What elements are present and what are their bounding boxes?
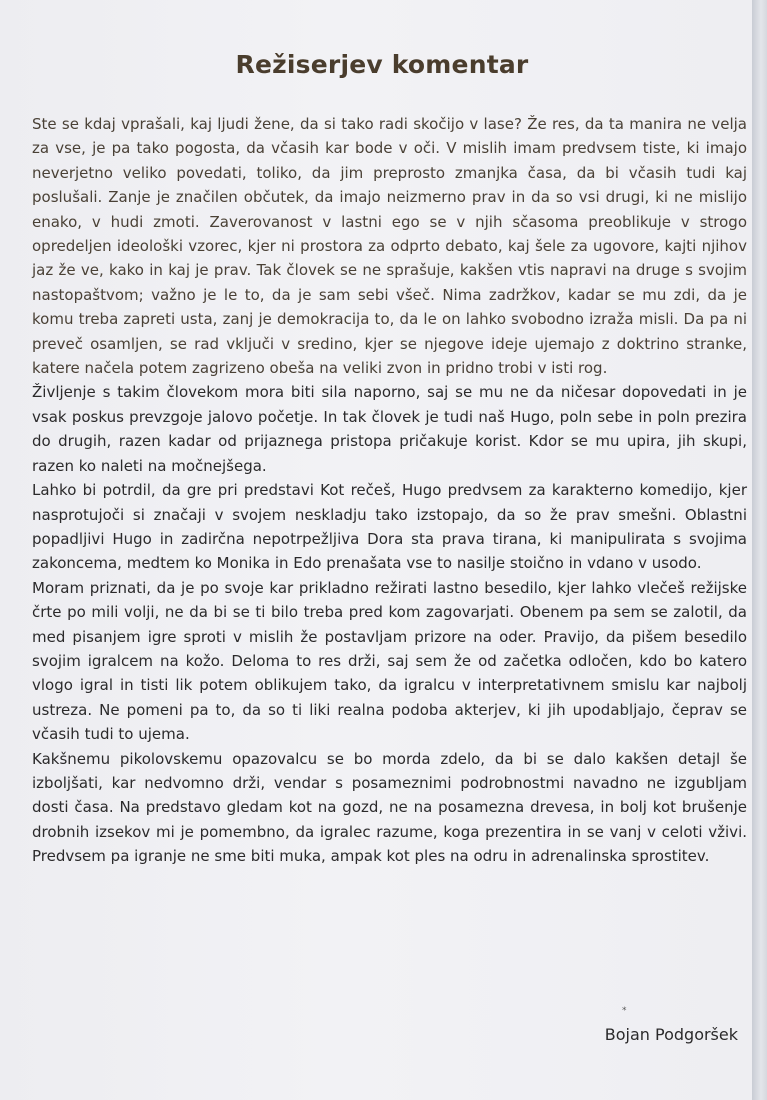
article-body bbox=[32, 112, 747, 869]
page-title: Režiserjev komentar bbox=[235, 50, 529, 79]
paragraph-5: Kakšnemu pikolovskemu opazovalcu se bo morda zdelo, da bi se dalo kakšen detajl še izboljšati, kar nedvomno drži, vendar s posameznimi podrobnostmi navadno ne izgubljam dosti časa. Na predstavo gledam kot na gozd, ne na posamezna drevesa, in bolj kot brušenje drobnih izsekov mi je pomembno, da igralec razume, koga prezentira in se vanj v celoti vživi. Predvsem pa igranje ne sme biti muka, ampak kot ples na odru in adrenalinska sprostitev. bbox=[32, 749, 747, 866]
paragraph-2: Življenje s takim človekom mora biti sila naporno, saj se mu ne da ničesar dopovedati in je vsak poskus prevzgoje jalovo početje. In tak človek je tudi naš Hugo, poln sebe in poln prezira do drugih, razen kadar od prijaznega pristopa pričakuje korist. Kdor se mu upira, jih skupi, razen ko naleti na močnejšega. bbox=[32, 383, 747, 475]
page-edge bbox=[752, 0, 767, 1100]
paragraph-3: Lahko bi potrdil, da gre pri predstavi Kot rečeš, Hugo predvsem za karakterno komedijo, kjer nasprotujoči si značaji v svojem neskladju tako izstopajo, da so že prav smešni. Oblastni popadljivi Hugo in zadirčna nepotrpežljiva Dora sta prava tirana, ki manipulirata s svojima zakoncema, medtem ko Monika in Edo prenašata vse to nasilje stoično in vdano v usodo. bbox=[32, 481, 747, 573]
paragraph-1: Ste se kdaj vprašali, kaj ljudi žene, da si tako radi skočijo v lase? Že res, da ta manira ne velja za vse, je pa tako pogosta, da včasih kar bode v oči. V mislih imam predvsem tiste, ki imajo neverjetno veliko povedati, toliko, da jim preprosto zmanjka časa, da bi včasih tudi kaj poslušali. Zanje je značilen občutek, da imajo neizmerno prav in da so vsi drugi, ki ne mislijo enako, v hudi zmoti. Zaverovanost v lastni ego se v njih sčasoma preoblikuje v strogo opredeljen ideološki vzorec, kjer ni prostora za odprto debato, kaj šele za ugovore, kajti njihov jaz že ve, kako in kaj je prav. Tak človek se ne sprašuje, kakšen vtis napravi na druge s svojim nastopaštvom; važno je le to, da je sam sebi všeč. Nima zadržkov, kadar se mu zdi, da je komu treba zapreti usta, zanj je demokracija to, da le on lahko svobodno izraža misli. Da pa ni preveč osamljen, se rad vključi v sredino, kjer se njegove ideje ujemajo z doktrino stranke, katere načela potem zagrizeno obeša na veliki zvon in pridno trobi v isti rog. bbox=[32, 115, 747, 378]
paragraph-4: Moram priznati, da je po svoje kar prikladno režirati lastno besedilo, kjer lahko vlečeš režijske črte po mili volji, ne da bi se ti bilo treba pred kom zagovarjati. Obenem pa sem se zalotil, da med pisanjem igre sproti v mislih že postavljam prizore na oder. Pravijo, da pišem besedilo svojim igralcem na kožo. Deloma to res drži, saj sem že od začetka odločen, kdo bo katero vlogo igral in tisti lik potem oblikujem tako, da igralcu v interpretativnem smislu kar najbolj ustreza. Ne pomeni pa to, da so ti liki realna podoba akterjev, ki jih upodabljajo, čeprav se včasih tudi to ujema. bbox=[32, 578, 747, 744]
asterisk-mark-icon: * bbox=[622, 1006, 627, 1016]
author-signature: Bojan Podgoršek bbox=[604, 1025, 738, 1044]
